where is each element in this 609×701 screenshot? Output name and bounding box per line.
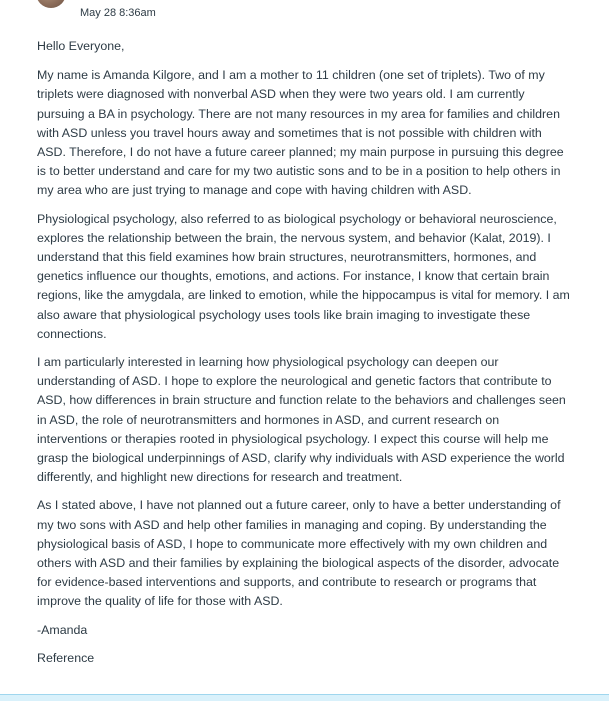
post-paragraph-interests: I am particularly interested in learning how physiological psychology can deepen our understanding of ASD. I hope to explore the neurological and genetic factors that contribute to ASD, how differences in brain structure and function relate to the behaviors and challenges seen in ASD, the role of neurotransmitters and hormones in ASD, and current research on interventions or therapies rooted in physiological psychology. I expect this course will help me grasp the biological underpinnings of ASD, clarify why individuals with ASD experience the world differently, and highlight new directions for research and treatment. (37, 355, 566, 485)
reference-heading: Reference (37, 650, 95, 665)
post-signature: -Amanda (37, 622, 88, 637)
author-avatar[interactable] (36, 0, 66, 8)
post-timestamp: May 28 8:36am (80, 7, 156, 19)
post-paragraph-intro: My name is Amanda Kilgore, and I am a mother to 11 children (one set of triplets). Two of my triplets were diagnosed with nonverbal ASD when they were two years old. I am currently pursuing a BA in psychology. There are not many resources in my area for families and children with ASD unless you travel hours away and sometimes that is not possible with children with ASD. Therefore, I do not have a future career planned; my main purpose in pursuing this degree is to better understand and care for my two autistic sons and to be in a position to help others in my area who are just trying to manage and cope with having children with ASD. (37, 68, 564, 198)
discussion-post-body (37, 37, 572, 677)
reply-bar[interactable] (0, 694, 609, 701)
post-paragraph-goals: As I stated above, I have not planned out a future career, only to have a better understanding of my two sons with ASD and help other families in managing and coping. By understanding the physiological basis of ASD, I hope to communicate more effectively with my own children and others with ASD and their families by explaining the biological aspects of the disorder, advocate for evidence-based interventions and supports, and contribute to research or programs that improve the quality of life for those with ASD. (37, 498, 561, 609)
post-paragraph-definition: Physiological psychology, also referred to as biological psychology or behavioral neuroscience, explores the relationship between the brain, the nervous system, and behavior (Kalat, 2019). I understand that this field examines how brain structures, neurotransmitters, hormones, and genetics influence our thoughts, emotions, and actions. For instance, I know that certain brain regions, like the amygdala, are linked to emotion, while the hippocampus is vital for memory. I am also aware that physiological psychology uses tools like brain imaging to investigate these connections. (37, 211, 570, 341)
post-greeting: Hello Everyone, (37, 39, 125, 53)
